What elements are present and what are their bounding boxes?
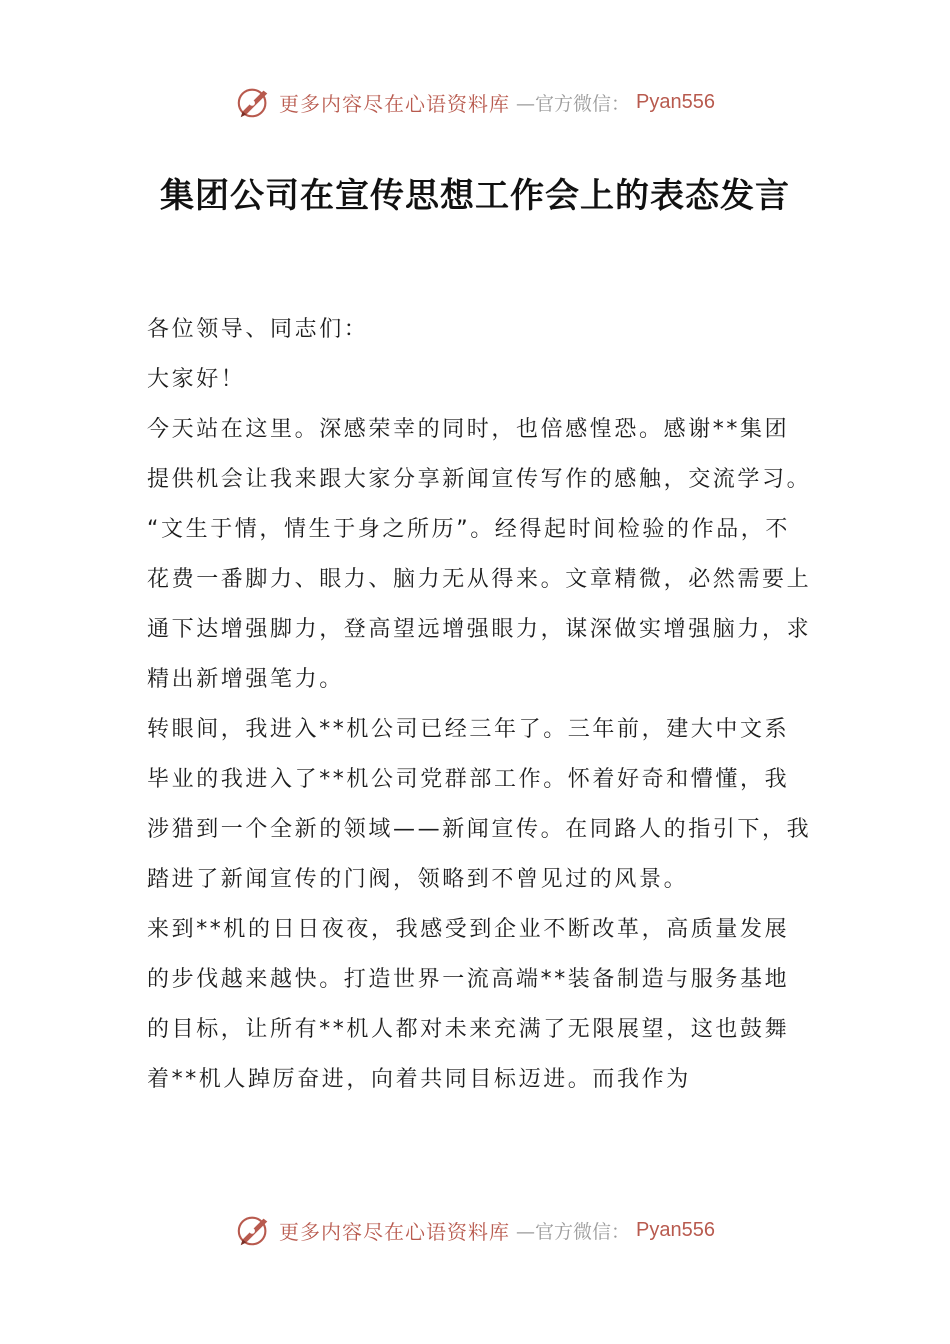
document-title: 集团公司在宣传思想工作会上的表态发言 [160, 176, 790, 216]
salutation-paragraph: 各位领导、同志们： [147, 317, 369, 342]
footer-wechat-label: —官方微信： [516, 1220, 631, 1243]
header-wechat-label: —官方微信： [516, 92, 631, 115]
footer-wechat-id: Pyan556 [636, 1218, 715, 1241]
greeting-paragraph: 大家好！ [147, 367, 246, 392]
document-body [147, 305, 812, 1105]
body-paragraph: 来到**机的日日夜夜，我感受到企业不断改革，高质量发展的步伐越来越快。打造世界一流高端**装备制造与服务基地的目标，让所有**机人都对未来充满了无限展望，这也鼓舞着**机人踔厉奋进，向着共同目标迈进。而我作为 [147, 917, 790, 1092]
pen-logo-icon [235, 83, 273, 121]
body-paragraph: 今天站在这里。深感荣幸的同时，也倍感惶恐。感谢**集团提供机会让我来跟大家分享新闻宣传写作的感触，交流学习。 [147, 417, 812, 492]
header-watermark-banner [0, 80, 950, 124]
header-brand-text: 更多内容尽在心语资料库 [279, 91, 510, 116]
header-wechat-id: Pyan556 [636, 90, 715, 113]
footer-brand-text: 更多内容尽在心语资料库 [279, 1219, 510, 1244]
pen-logo-icon [235, 1211, 273, 1249]
body-paragraph: “文生于情，情生于身之所历”。经得起时间检验的作品，不花费一番脚力、眼力、脑力无从得来。文章精微，必然需要上通下达增强脚力，登高望远增强眼力，谋深做实增强脑力，求精出新增强笔力。 [147, 517, 812, 692]
footer-watermark-banner [0, 1208, 950, 1252]
body-paragraph: 转眼间，我进入**机公司已经三年了。三年前，建大中文系毕业的我进入了**机公司党群部工作。怀着好奇和懵懂，我涉猎到一个全新的领域——新闻宣传。在同路人的指引下，我踏进了新闻宣传的门阀，领略到不曾见过的风景。 [147, 717, 812, 892]
